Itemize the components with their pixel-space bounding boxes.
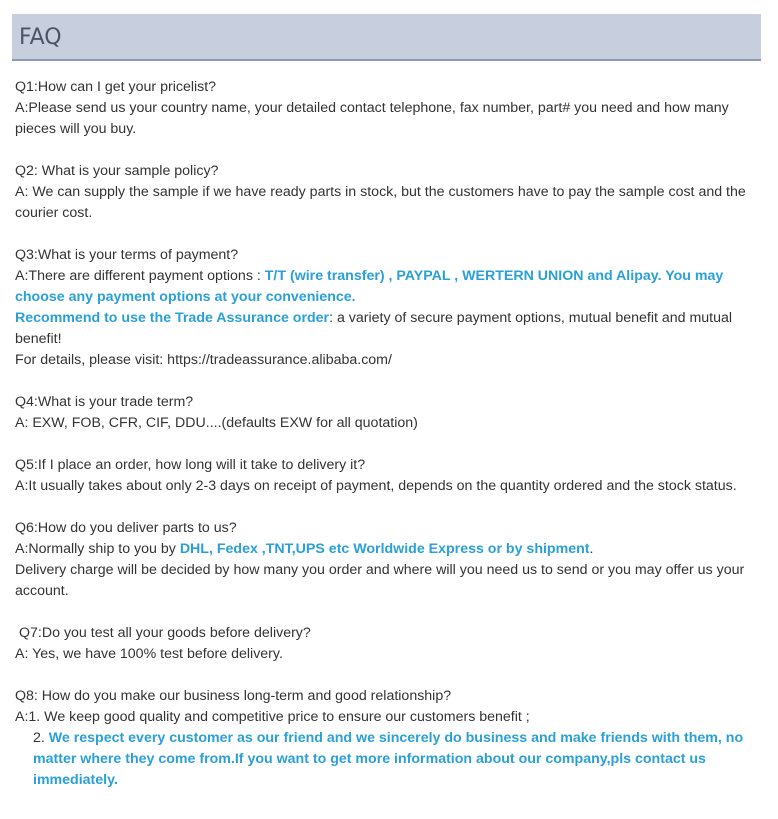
trade-assurance-highlight: Recommend to use the Trade Assurance order [15,310,330,326]
faq-header [12,14,761,61]
faq-item-q6 [15,518,760,602]
answer-q6-suffix: . [589,541,594,557]
answer-q8-2-prefix: 2. [33,730,49,746]
answer-q1: A:Please send us your country name, your detailed contact telephone, fax number, part# you need and how many pieces will you buy. [15,100,729,137]
question-q6: Q6:How do you deliver parts to us? [15,520,237,536]
recommend-text: : a variety of secure payment options, mutual benefit and mutual benefit! [15,310,733,347]
details-link-line: For details, please visit: https://tradeassurance.alibaba.com/ [15,352,392,368]
answer-q6-prefix: A:Normally ship to you by [15,541,180,557]
shipping-methods-highlight: DHL, Fedex ,TNT,UPS etc Worldwide Express or by shipment [179,541,590,557]
answer-q3-prefix: A:There are different payment options : [15,268,265,284]
payment-options-highlight: T/T (wire transfer) , PAYPAL , WERTERN UNION and Alipay. You may choose any payment options at your convenience. [15,268,724,305]
question-q4: Q4:What is your trade term? [15,394,194,410]
answer-q8-2 [15,728,760,791]
answer-q7: A: Yes, we have 100% test before delivery. [15,646,283,662]
question-q3: Q3:What is your terms of payment? [15,247,239,263]
question-q7: Q7:Do you test all your goods before delivery? [19,625,311,641]
respect-customer-highlight: We respect every customer as our friend and we sincerely do business and make friends with them, no matter where they come from.If you want to get more information about our company,pls contact us immediately. [33,730,744,788]
recommend-line [15,308,760,350]
answer-q8-1: A:1. We keep good quality and competitive price to ensure our customers benefit ; [15,709,530,725]
faq-item-q7 [15,623,760,665]
faq-item-q8 [15,686,760,791]
answer-q3 [15,266,760,308]
faq-item-q1 [15,77,760,140]
faq-item-q4 [15,392,760,434]
question-q1: Q1:How can I get your pricelist? [15,79,217,95]
faq-content [15,77,760,812]
delivery-charge-text: Delivery charge will be decided by how many you order and where will you need us to send or you may offer us your account. [15,562,745,599]
answer-q5: A:It usually takes about only 2-3 days on receipt of payment, depends on the quantity ordered and the stock status. [15,478,737,494]
page-title: FAQ [19,25,62,50]
answer-q2: A: We can supply the sample if we have ready parts in stock, but the customers have to pay the sample cost and the courier cost. [15,184,746,221]
faq-item-q5 [15,455,760,497]
faq-item-q3 [15,245,760,371]
faq-item-q2 [15,161,760,224]
question-q5: Q5:If I place an order, how long will it take to delivery it? [15,457,366,473]
answer-q4: A: EXW, FOB, CFR, CIF, DDU....(defaults EXW for all quotation) [15,415,418,431]
answer-q6 [15,539,760,560]
question-q8: Q8: How do you make our business long-term and good relationship? [15,688,452,704]
question-q2: Q2: What is your sample policy? [15,163,219,179]
